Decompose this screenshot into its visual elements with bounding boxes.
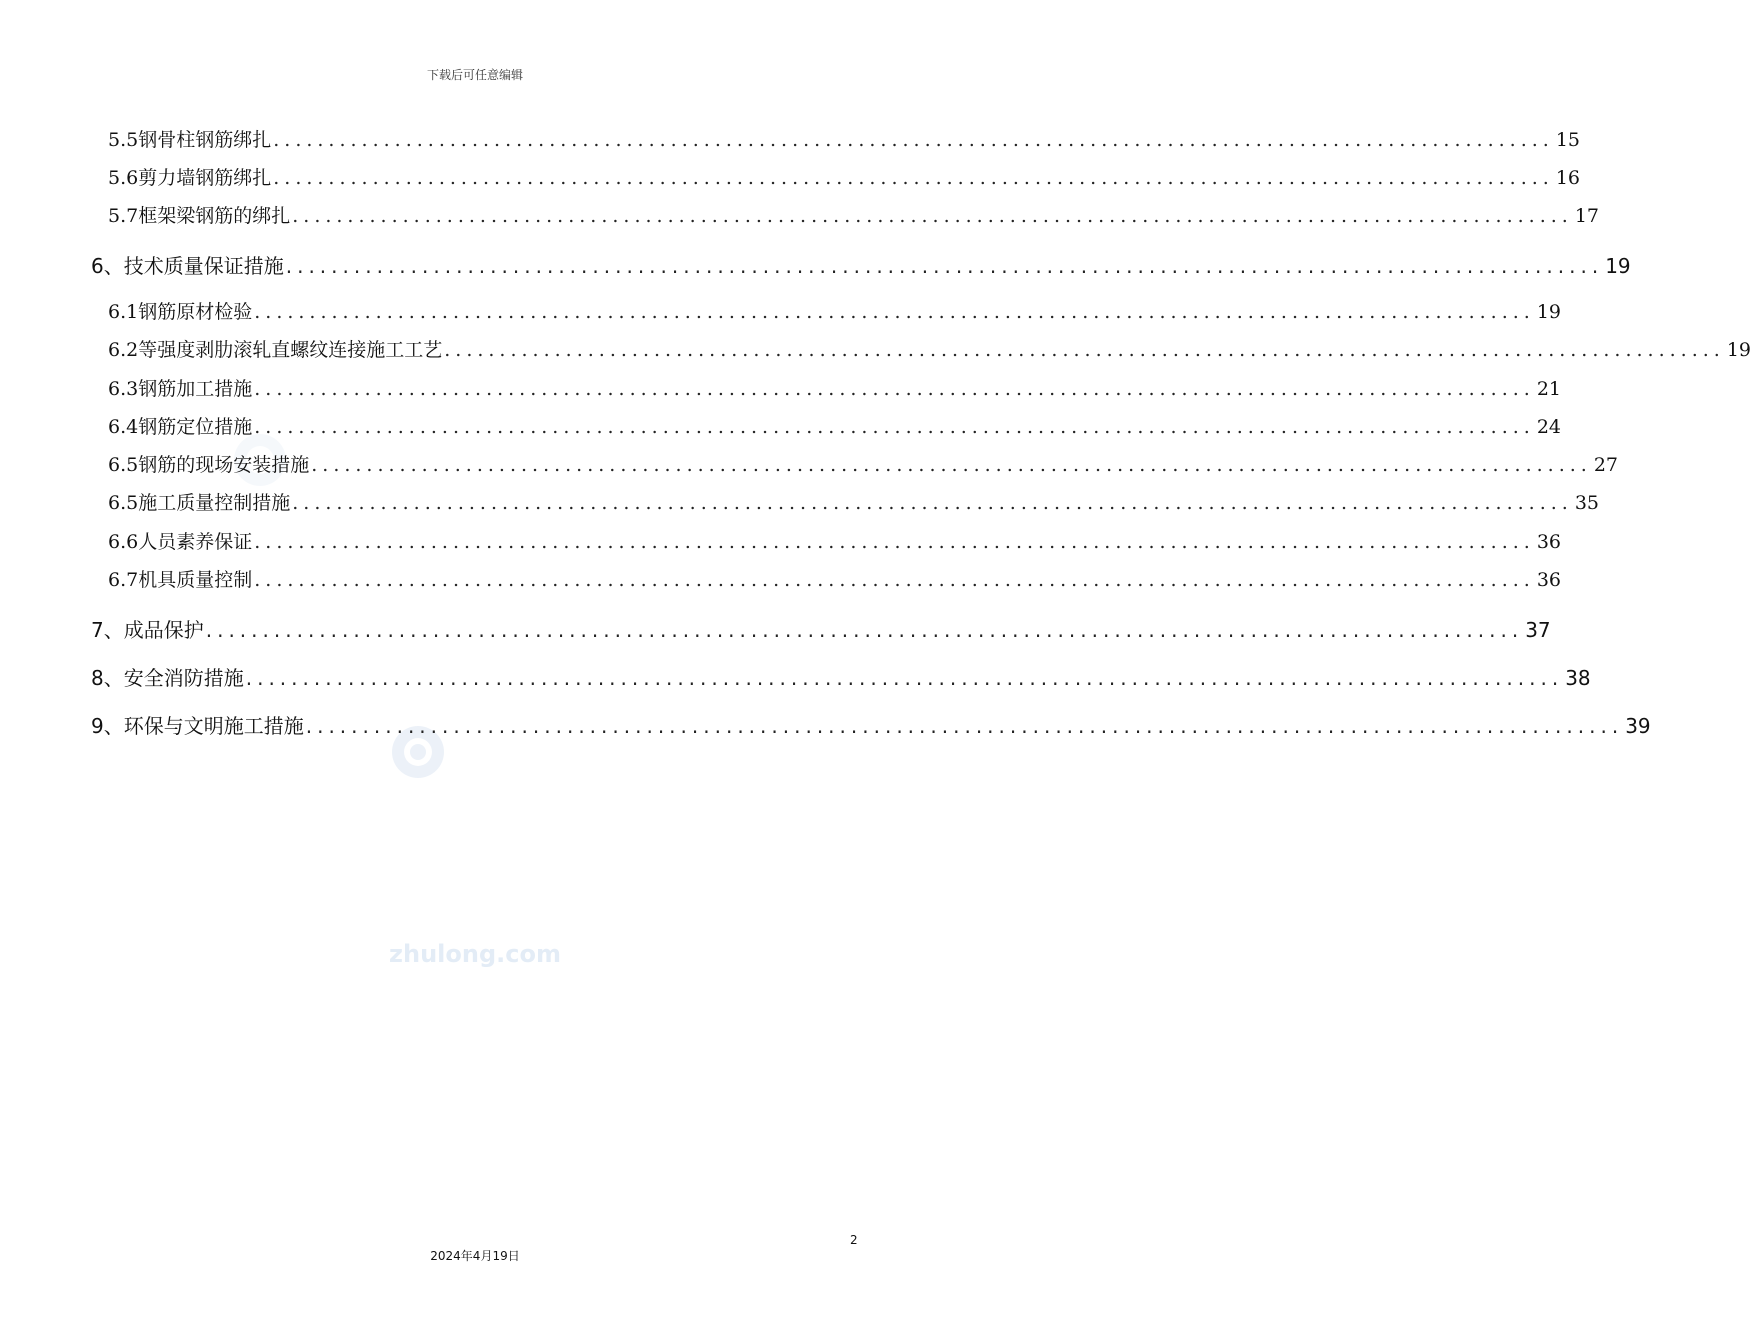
toc-title: 钢骨柱钢筋绑扎 [138,129,272,151]
toc-title: 环保与文明施工措施 [123,714,304,738]
toc-leader-dots: .................................................................................................................... [254,301,1535,323]
toc-page-number: 17 [1574,205,1600,227]
toc-leader-dots: .................................................................................................................... [273,129,1554,151]
toc-number: 6.7 [108,569,139,591]
toc-page-number: 16 [1555,167,1581,189]
toc-entry[interactable] [0,527,1562,554]
toc-title: 人员素养保证 [138,531,253,553]
toc-leader-dots: .................................................................................................................... [444,339,1725,361]
toc-title: 机具质量控制 [138,569,253,591]
toc-entry[interactable] [0,710,1651,739]
toc-title: 钢筋原材检验 [138,301,253,323]
toc-entry[interactable] [0,201,1600,228]
toc-leader-dots: .................................................................................................................... [254,416,1535,438]
toc-entry[interactable] [0,450,1619,477]
toc-entry[interactable] [0,488,1600,515]
toc-title: 剪力墙钢筋绑扎 [138,167,272,189]
toc-leader-dots: .................................................................................................................... [285,254,1604,278]
toc-entry[interactable] [0,412,1562,439]
toc-title: 成品保护 [123,618,204,642]
toc-title: 钢筋加工措施 [138,378,253,400]
toc-title: 施工质量控制措施 [138,492,291,514]
toc-leader-dots: .................................................................................................................... [254,531,1535,553]
toc-number: 6.1 [108,301,139,323]
toc-number: 9、 [91,714,124,738]
toc-page-number: 24 [1536,416,1562,438]
toc-number: 5.7 [108,205,139,227]
toc-number: 6.3 [108,378,139,400]
toc-page-number: 15 [1555,129,1581,151]
toc-page-number: 19 [1536,301,1562,323]
toc-page-number: 35 [1574,492,1600,514]
toc-number: 5.5 [108,129,139,151]
page-number: 2 [850,1233,858,1247]
toc-title: 钢筋定位措施 [138,416,253,438]
toc-entry[interactable] [0,297,1562,324]
toc-number: 6.6 [108,531,139,553]
toc-page-number: 38 [1565,666,1591,690]
toc-leader-dots: .................................................................................................................... [254,569,1535,591]
toc-leader-dots: .................................................................................................................... [311,454,1592,476]
toc-number: 6、 [91,254,124,278]
toc-entry[interactable] [0,374,1562,401]
toc-leader-dots: .................................................................................................................... [292,492,1573,514]
toc-title: 技术质量保证措施 [123,254,284,278]
toc-entry[interactable] [0,614,1551,643]
footer-date: 2024年4月19日 [430,1249,520,1263]
toc-leader-dots: .................................................................................................................... [245,666,1564,690]
toc-page-number: 39 [1625,714,1651,738]
toc-title: 等强度剥肋滚轧直螺纹连接施工工艺 [138,339,443,361]
toc-title: 钢筋的现场安装措施 [138,454,310,476]
toc-number: 5.6 [108,167,139,189]
toc-number: 6.5 [108,454,139,476]
toc-entry[interactable] [0,250,1631,279]
watermark-text: zhulong.com [389,940,561,968]
toc-page-number: 36 [1536,531,1562,553]
toc-title: 框架梁钢筋的绑扎 [138,205,291,227]
toc-entry[interactable] [0,662,1591,691]
toc-title: 安全消防措施 [123,666,244,690]
toc-entry[interactable] [0,565,1562,592]
toc-leader-dots: .................................................................................................................... [292,205,1573,227]
toc-leader-dots: .................................................................................................................... [254,378,1535,400]
toc-page-number: 19 [1605,254,1631,278]
toc-entry[interactable] [0,335,1751,362]
toc-leader-dots: .................................................................................................................... [305,714,1624,738]
page-header: 下载后可任意编辑 [426,68,523,82]
toc-number: 8、 [91,666,124,690]
toc-page-number: 27 [1593,454,1619,476]
toc-leader-dots: .................................................................................................................... [205,618,1524,642]
toc-page-number: 21 [1536,378,1562,400]
toc-number: 6.5 [108,492,139,514]
toc-number: 7、 [91,618,124,642]
toc-leader-dots: .................................................................................................................... [273,167,1554,189]
toc-entry[interactable] [0,125,1581,152]
toc-entry[interactable] [0,163,1581,190]
toc-page-number: 36 [1536,569,1562,591]
toc-number: 6.4 [108,416,139,438]
toc-page-number: 19 [1726,339,1751,361]
toc-page-number: 37 [1525,618,1551,642]
toc-number: 6.2 [108,339,139,361]
